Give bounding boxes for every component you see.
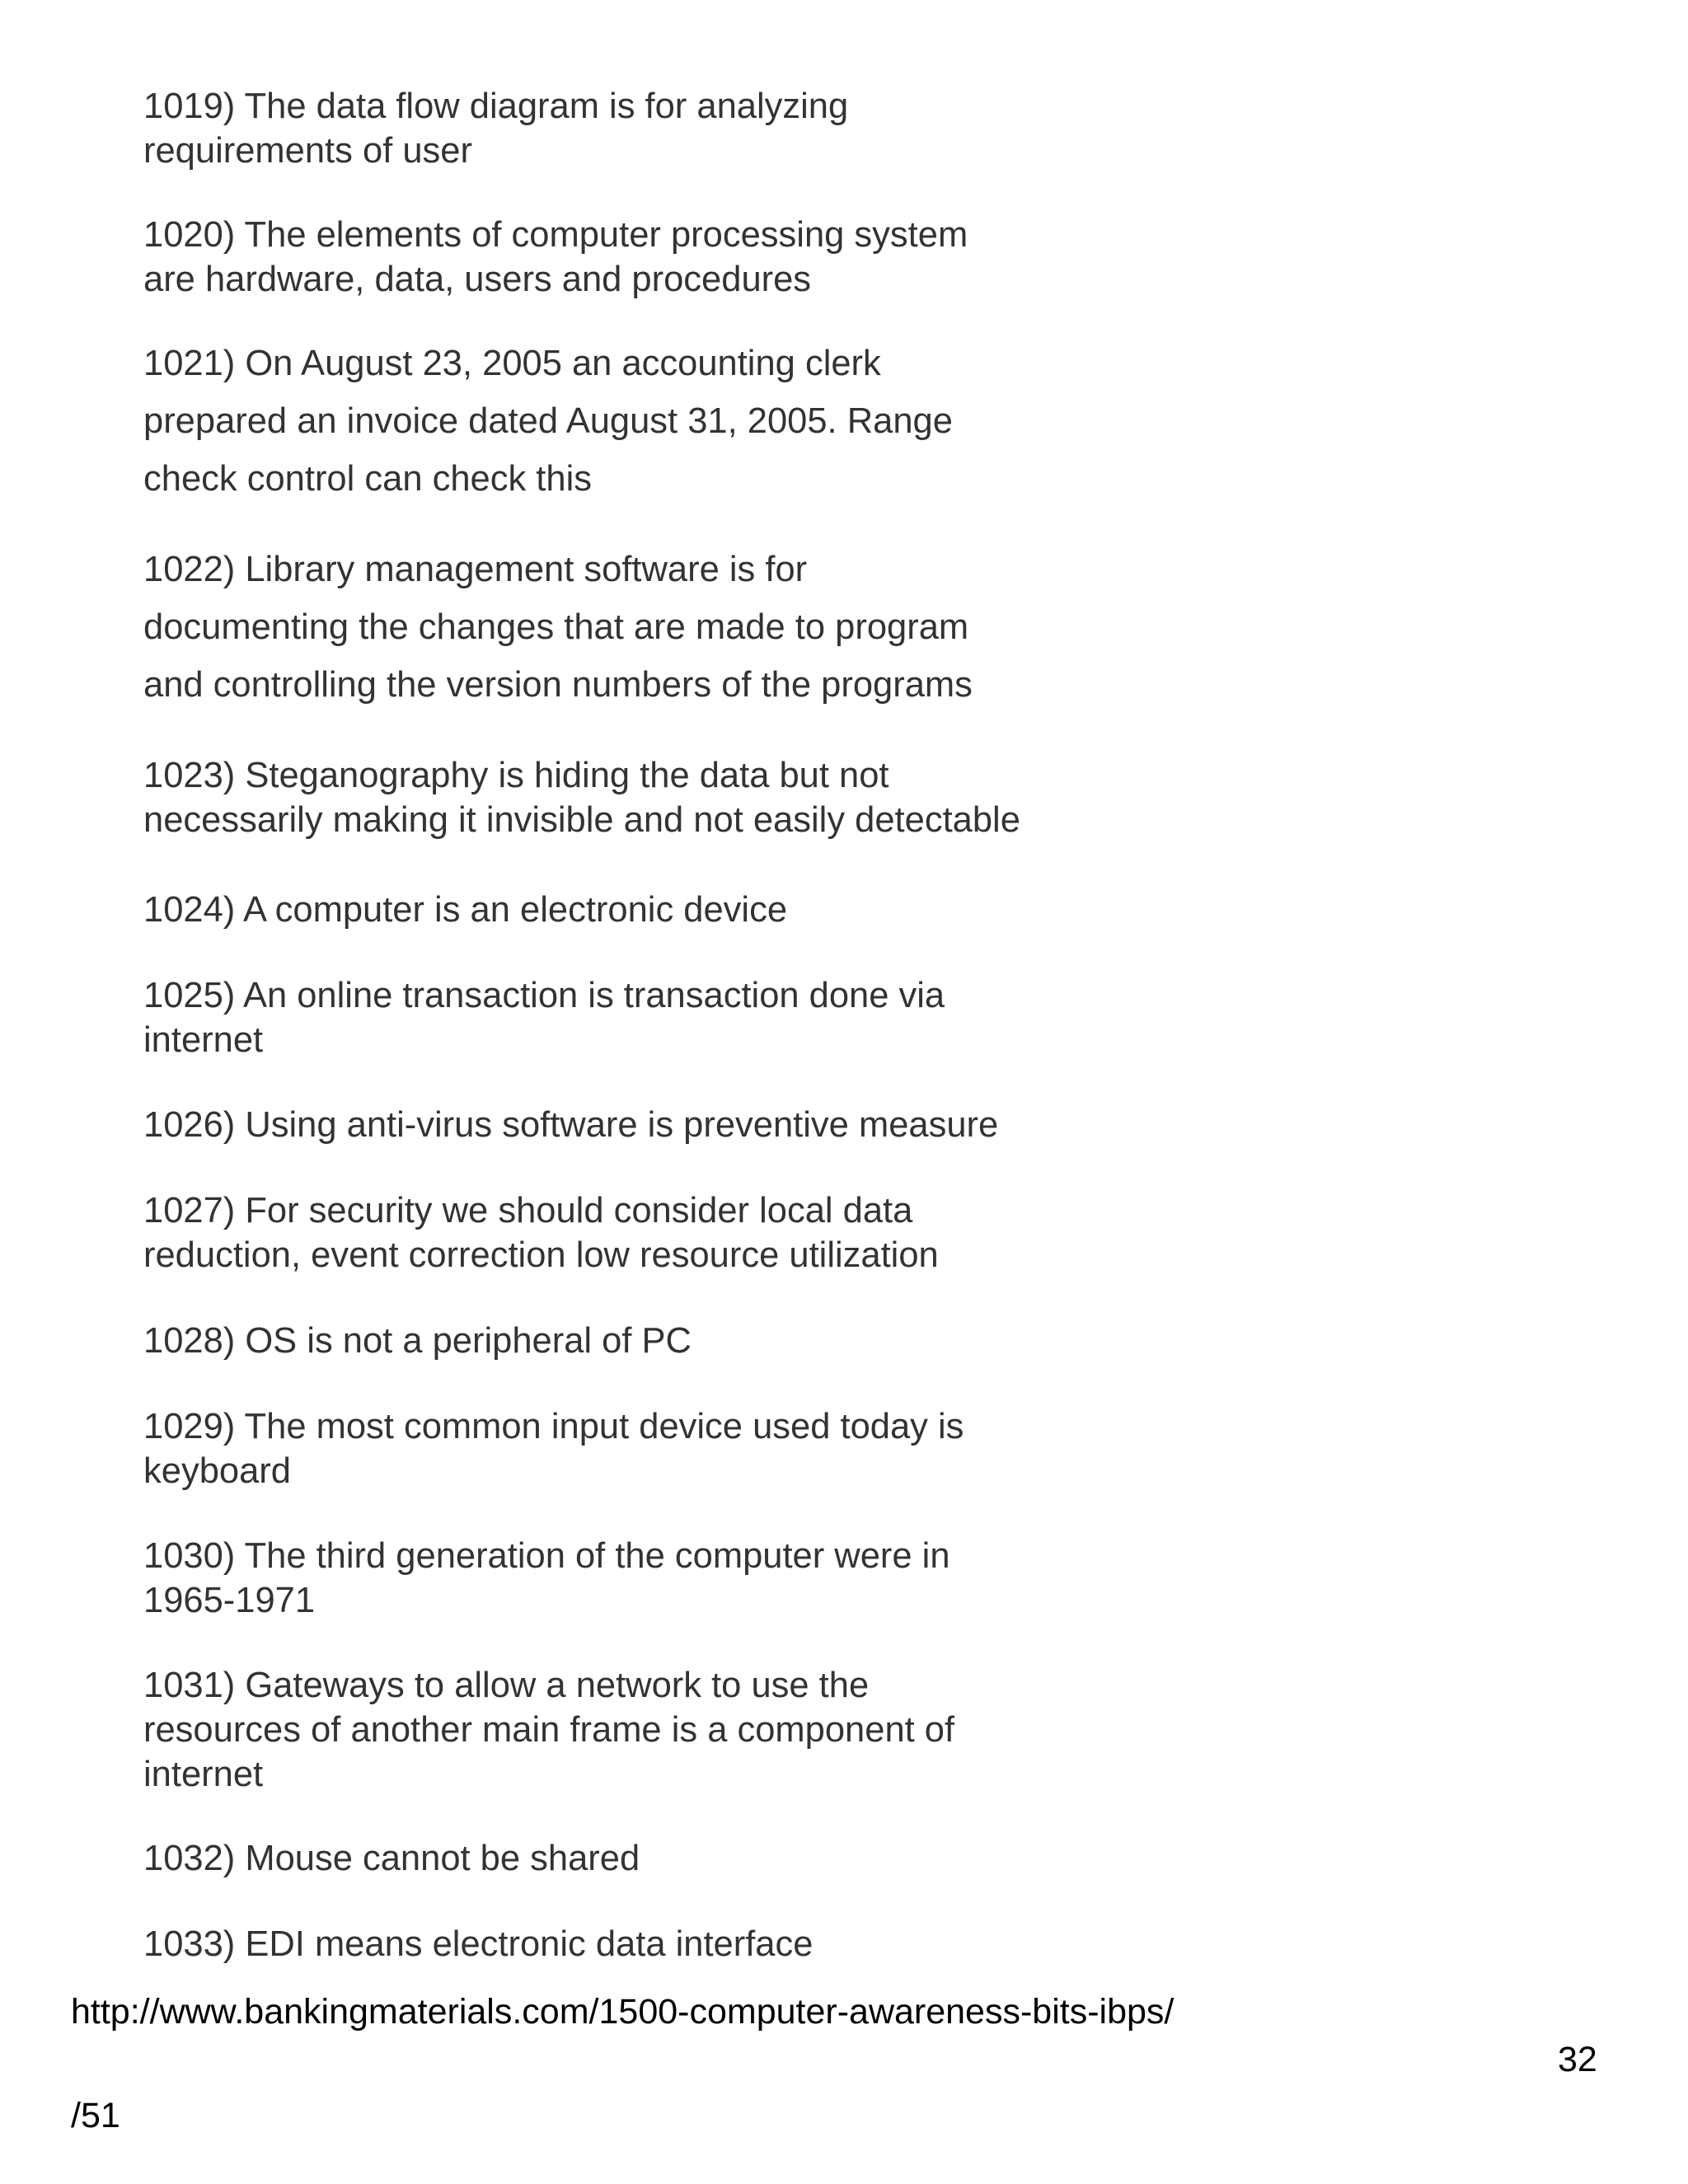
list-item: 1028) OS is not a peripheral of PC bbox=[143, 1321, 692, 1361]
list-item: 1030) The third generation of the computer were in 1965-1971 bbox=[143, 1536, 950, 1620]
list-item: 1026) Using anti-virus software is preventive measure bbox=[143, 1105, 999, 1145]
list-item: 1031) Gateways to allow a network to use the resources of another main frame is a component of internet bbox=[143, 1666, 955, 1794]
list-item: 1024) A computer is an electronic device bbox=[143, 890, 788, 930]
list-item: 1023) Steganography is hiding the data but not necessarily making it invisible and not easily detectable bbox=[143, 756, 1020, 840]
footer-url[interactable]: http://www.bankingmaterials.com/1500-computer-awareness-bits-ibps/ bbox=[71, 1992, 1175, 2032]
list-item: 1021) On August 23, 2005 an accounting clerk prepared an invoice dated August 31, 2005. Range check control can check this bbox=[143, 344, 953, 499]
list-item: 1019) The data flow diagram is for analyzing requirements of user bbox=[143, 87, 849, 171]
page-number: 32 bbox=[1558, 2040, 1597, 2079]
page-total: /51 bbox=[71, 2096, 120, 2135]
list-item: 1027) For security we should consider local data reduction, event correction low resource utilization bbox=[143, 1191, 939, 1275]
list-item: 1032) Mouse cannot be shared bbox=[143, 1839, 640, 1878]
list-item: 1020) The elements of computer processing system are hardware, data, users and procedures bbox=[143, 215, 968, 299]
list-item: 1022) Library management software is for documenting the changes that are made to program and controlling the version numbers of the programs bbox=[143, 550, 973, 705]
list-item: 1029) The most common input device used today is keyboard bbox=[143, 1407, 964, 1491]
list-item: 1025) An online transaction is transaction done via internet bbox=[143, 976, 945, 1060]
list-item: 1033) EDI means electronic data interface bbox=[143, 1924, 814, 1964]
